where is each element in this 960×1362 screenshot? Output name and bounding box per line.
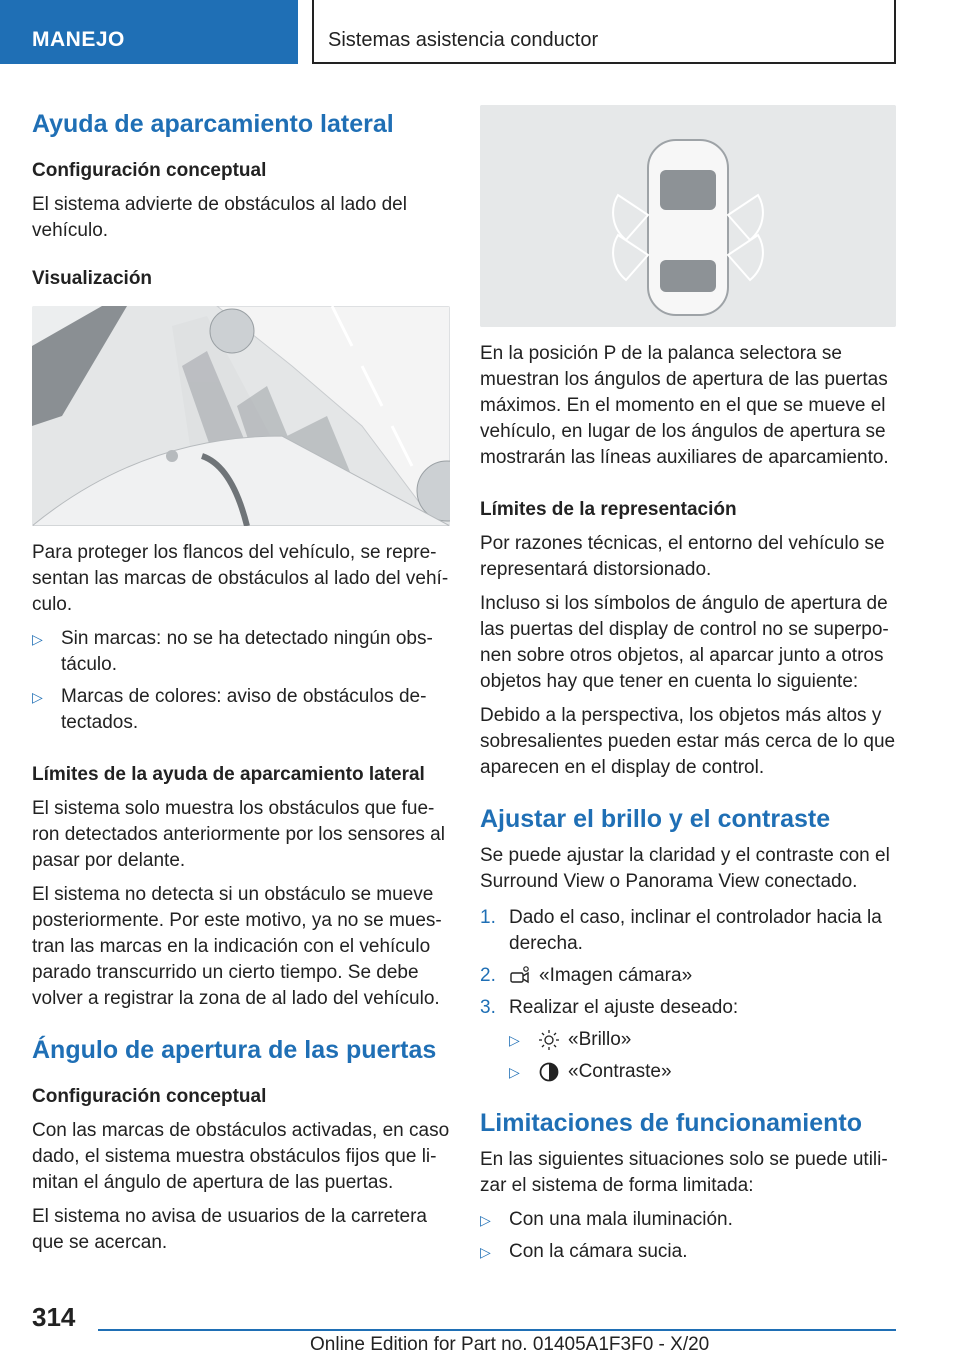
side-parking-illustration xyxy=(32,306,450,526)
section-title-limitations: Limitaciones de funcionamiento xyxy=(480,1109,862,1137)
door-angle-drawing xyxy=(480,105,896,327)
step-item: 2. «Imagen cámara» xyxy=(480,965,693,986)
bullet-triangle-icon: ▷ xyxy=(480,1212,491,1228)
door-text-2: El sistema no avisa de usuarios de la carretera que se acercan. xyxy=(32,1206,427,1253)
list-item: ▷ «Brillo» xyxy=(509,1027,898,1053)
side-parking-drawing xyxy=(32,306,450,526)
right-column xyxy=(480,100,898,1265)
representation-text-3: Debido a la perspectiva, los objetos más altos y sobresalientes pueden estar más cerca de lo que aparecen en el display de control. xyxy=(480,705,896,778)
list-item: ▷ Sin marcas: no se ha detectado ningún obstáculo. xyxy=(32,628,433,675)
bullet-triangle-icon: ▷ xyxy=(480,1244,491,1260)
representation-heading: Límites de la representación xyxy=(480,499,737,520)
bullet-triangle-icon: ▷ xyxy=(509,1032,520,1048)
marker-list xyxy=(32,626,450,736)
brightness-text: Se puede ajustar la claridad y el contraste con el Surround View o Panorama View conectado. xyxy=(480,845,890,892)
header-chapter-box xyxy=(312,0,896,64)
section-title-brightness: Ajustar el brillo y el contraste xyxy=(480,805,831,833)
page-number: 314 xyxy=(32,1302,76,1332)
list-item: ▷ Con la cámara sucia. xyxy=(480,1239,898,1265)
limits-text-1: El sistema solo muestra los obstáculos que fueron detectados anteriormente por los sensores al pasar por delante. xyxy=(32,798,445,871)
door-text-1: Con las marcas de obstáculos activadas, en caso dado, el sistema muestra obstáculos fijos que limitan el ángulo de apertura de las puertas. xyxy=(32,1120,450,1193)
limitations-list xyxy=(480,1207,898,1265)
representation-text-1: Por razones técnicas, el entorno del vehículo se representará distorsionado. xyxy=(480,533,885,580)
limitations-text: En las siguientes situaciones solo se puede utilizar el sistema de forma limitada: xyxy=(480,1149,888,1196)
bullet-triangle-icon: ▷ xyxy=(32,631,43,647)
footer-edition: Online Edition for Part no. 01405A1F3F0 - X/20 xyxy=(310,1334,710,1355)
step-item: 3. Realizar el ajuste deseado: xyxy=(480,997,739,1018)
display-heading: Visualización xyxy=(32,268,153,289)
list-item: ▷ Con una mala iluminación. xyxy=(480,1207,898,1233)
representation-text-2: Incluso si los símbolos de ángulo de apertura de las puertas del display de control no se superponen sobre otros objetos, al aparcar junto a otros objetos hay que tener en cuenta lo siguiente: xyxy=(480,593,889,692)
limits-text-2: El sistema no detecta si un obstáculo se mueve posteriormente. Por este motivo, ya no se muestran las marcas en la indicación con el vehículo parado transcurrido un cierto tiempo. Se debe volver a registrar la zona de al lado del vehículo. xyxy=(32,884,442,1009)
header-section-label: MANEJO xyxy=(32,28,125,51)
concept-heading: Configuración conceptual xyxy=(32,160,267,181)
header-chapter-label: Sistemas asistencia conductor xyxy=(328,29,599,51)
steps-list xyxy=(480,905,898,1021)
list-item: ▷ Marcas de colores: aviso de obstáculos detectados. xyxy=(32,686,427,733)
position-text: En la posición P de la palanca selectora se muestran los ángulos de apertura de las puertas máximos. En el momento en el que se mueve el vehículo, en lugar de los ángulos de apertura se mostrarán las líneas auxiliares de aparcamiento. xyxy=(480,343,889,468)
contrast-icon xyxy=(538,1061,560,1083)
left-column xyxy=(32,100,450,1256)
sun-icon xyxy=(538,1029,560,1051)
bullet-triangle-icon: ▷ xyxy=(509,1064,520,1080)
display-text: Para proteger los flancos del vehículo, se representan las marcas de obstáculos al lado del vehículo. xyxy=(32,542,449,615)
section-title-side-parking: Ayuda de aparcamiento lateral xyxy=(32,110,394,138)
concept-text: El sistema advierte de obstáculos al lado del vehículo. xyxy=(32,194,407,241)
list-item: ▷ «Contraste» xyxy=(509,1059,898,1085)
adjust-options xyxy=(480,1027,898,1085)
door-angle-illustration xyxy=(480,105,896,327)
header-section-tab xyxy=(0,0,298,64)
limits-heading: Límites de la ayuda de aparcamiento lateral xyxy=(32,764,425,785)
camera-settings-icon xyxy=(509,965,531,987)
step-item: 1. Dado el caso, inclinar el controlador hacia la derecha. xyxy=(480,907,882,954)
footer-divider xyxy=(98,1329,896,1331)
section-title-door-angle: Ángulo de apertura de las puertas xyxy=(32,1036,437,1064)
bullet-triangle-icon: ▷ xyxy=(32,689,43,705)
door-concept-heading: Configuración conceptual xyxy=(32,1086,267,1107)
